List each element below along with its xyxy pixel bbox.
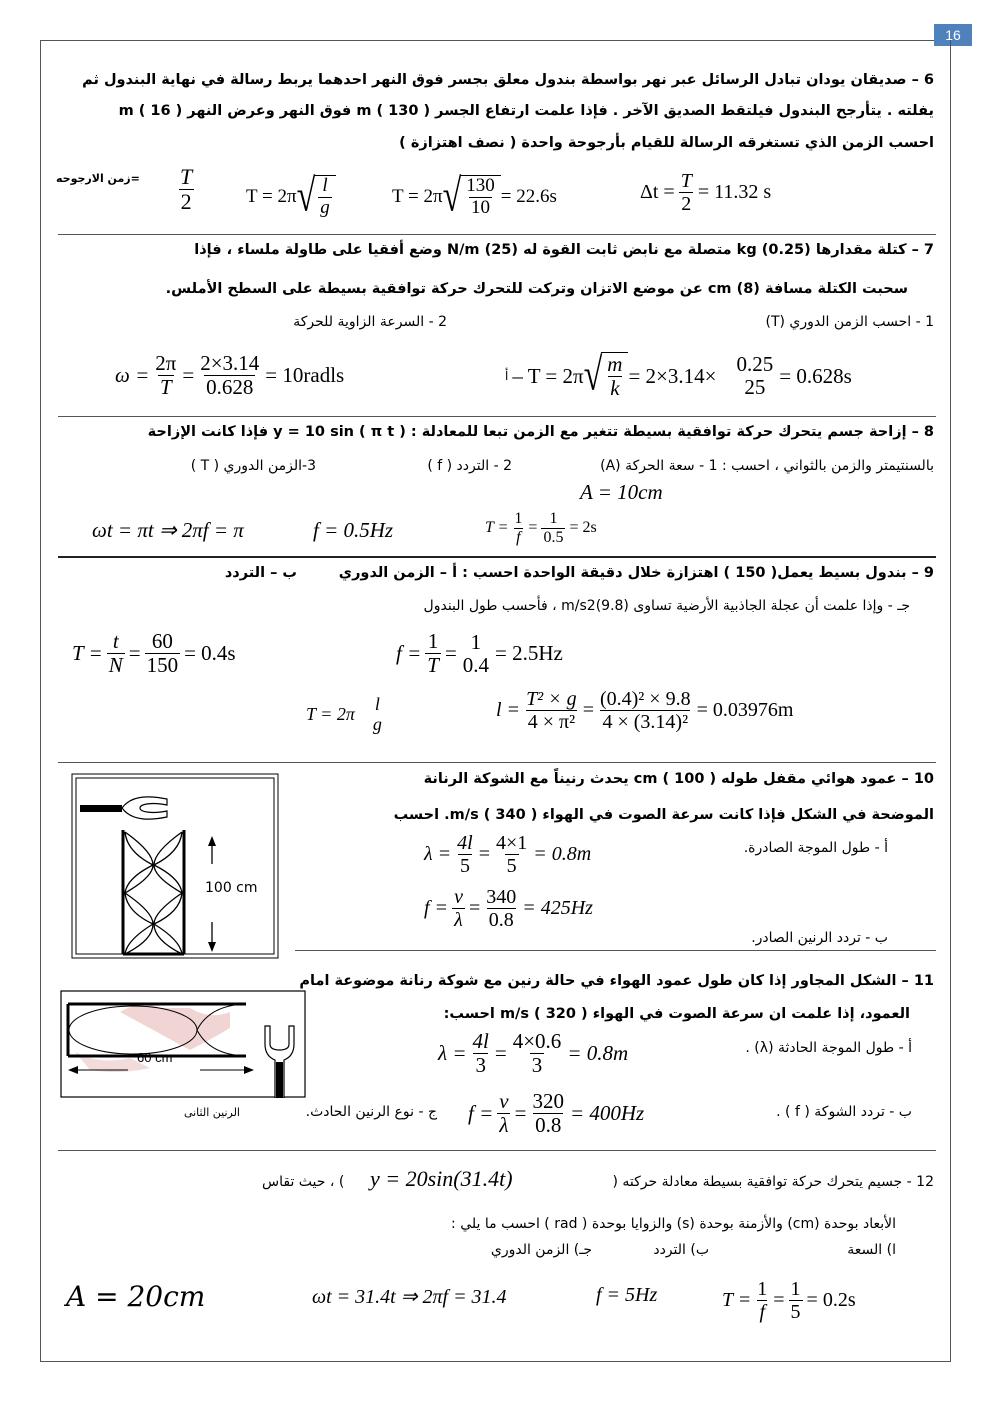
q10-text-line-2: الموضحة في الشكل فإذا كانت سرعة الصوت في الهواء m/s ( 340 ). احسب: [393, 807, 934, 823]
tuning-fork-icon: [80, 797, 167, 819]
q10-eq-wavelength: λ = $\frac{4l}{5}$ = $\frac{4\times 1}{5}$ = 0.8m: [424, 832, 592, 877]
q8-eq-omega: ωt = πt ⇒ 2πf = π: [92, 518, 244, 542]
q11-eq-wavelength: λ = $\frac{4l}{3}$ = $\frac{4\times 0.6}{3}$ = 0.8m: [438, 1029, 629, 1078]
separator: [295, 950, 936, 951]
q9-eq-period-formula: T = 2π l g: [306, 694, 382, 734]
separator: [58, 762, 936, 763]
q9-sub-b: ب – التردد: [224, 565, 297, 581]
q6-eq-half-period: $\frac{T}{2}$: [180, 164, 193, 215]
q9-eq-frequency: f = $\frac{1}{T}$ = 1 0.4 = 2.5Hz: [396, 629, 563, 678]
q11-sub-c: ج - نوع الرنين الحادث.: [305, 1104, 437, 1120]
q12-sub-a: ا) السعة: [847, 1242, 896, 1258]
q6-text-line-1: 6 – صديقان يودان تبادل الرسائل عبر نهر بواسطة بندول معلق بجسر فوق النهر احدهما يربط رسالة في نهاية البندول ثم: [82, 72, 934, 88]
q8-text-line-1: 8 – إزاحة جسم يتحرك حركة توافقية بسيطة تتغير مع الزمن تبعا للمعادلة : ( y = 10 sin ( π t فإذا كانت الإزاحة: [147, 424, 934, 440]
q12-sub-c: جـ) الزمن الدوري: [490, 1242, 592, 1258]
q11-eq-frequency: f = $\frac{v}{\lambda}$ = $\frac{320}{0.8}$ = 400Hz: [468, 1089, 645, 1138]
q11-figure-label: 60 cm: [137, 1050, 173, 1065]
q10-text-line-1: 10 – عمود هوائي مقفل طوله cm ( 100 ) يحدث رنيناً مع الشوكة الرنانة: [423, 771, 934, 787]
q9-text-line-1: 9 – بندول بسيط يعمل( 150 ) اهتزازة خلال دقيقة الواحدة احسب : أ – الزمن الدوري: [338, 565, 934, 581]
closed-air-column-figure: [70, 772, 280, 960]
q11-sub-a: أ - طول الموجة الحادثة (λ) .: [745, 1040, 912, 1056]
q11-text-line-2: العمود، إذا علمت ان سرعة الصوت في الهواء m/s ( 320 ) احسب:: [443, 1006, 910, 1022]
q10-eq-frequency: f = $\frac{v}{\lambda}$ = $\frac{340}{0.8}$ = 425Hz: [424, 886, 593, 931]
q7-text-line-2: سحبت الكتلة مسافة cm (8) عن موضع الاتزان وتركت للتحرك حركة توافقية بسيطة على السطح الأملس.: [165, 281, 908, 297]
q10-sub-a: أ - طول الموجة الصادرة.: [743, 840, 888, 856]
q10-figure-label: 100 cm: [205, 880, 258, 896]
q8-eq-period: T = $\frac{1}{f}$ = $\frac{1}{0.5}$ = 2s: [485, 510, 597, 546]
q8-sub-1: بالسنتيمتر والزمن بالثواني ، احسب : 1 - سعة الحركة (A): [600, 458, 934, 474]
q11-answer-c: الرنين الثانى: [183, 1106, 240, 1119]
q6-eq-period-formula: T = 2π √ $\frac{l}{g}$: [246, 175, 336, 219]
q7-eq-omega: ω = $\frac{2\pi}{T}$ = $\frac{2\times 3.14}{0.628}$ = 10radls: [115, 351, 345, 400]
q7-sub-2: 2 - السرعة الزاوية للحركة: [293, 314, 447, 330]
q7-eq-period: أ – T = 2π √ $\frac{m}{k}$ = 2×3.14× 0.25 25 = 0.628s: [505, 350, 852, 401]
q6-eq-delta-t: Δt = $\frac{T}{2}$ = 11.32 s: [640, 170, 772, 215]
separator: [58, 556, 936, 558]
q12-eq-frequency: f = 5Hz: [596, 1284, 658, 1306]
q6-note-label: =زمن الارجوحه: [56, 172, 140, 185]
q9-text-line-2: جـ - وإذا علمت أن عجلة الجاذبية الأرضية تساوى m/s2(9.8) ، فأحسب طول البندول: [423, 598, 910, 614]
q6-eq-period-value: T = 2π √ $\frac{130}{10}$ = 22.6s: [392, 171, 557, 222]
open-air-column-figure: [60, 990, 306, 1098]
q12-eq-omega: ωt = 31.4t ⇒ 2πf = 31.4: [312, 1286, 507, 1308]
q8-eq-amplitude: A = 10cm: [580, 480, 663, 504]
q12-text-line-1-end: ) ، حيث تقاس: [262, 1174, 345, 1190]
air-column-icon: [123, 830, 184, 954]
q6-text-line-3: احسب الزمن الذي تستغرقه الرسالة للقيام بأرجوحة واحدة ( نصف اهتزازة ): [399, 135, 934, 151]
q10-sub-b: ب - تردد الرنين الصادر.: [751, 930, 888, 946]
separator: [58, 1150, 936, 1151]
page-number-badge: 16: [934, 24, 972, 46]
q12-eq-amplitude: A = 20cm: [66, 1280, 206, 1313]
q11-sub-b: ب - تردد الشوكة ( f ) .: [776, 1104, 912, 1120]
q6-text-line-2: يفلته . يتأرجح البندول فيلتقط الصديق الآخر . فإذا علمت ارتفاع الجسر m ( 130 ) فوق النهر وعرض النهر m ( 16 ): [118, 103, 934, 119]
q12-text-line-2: الأبعاد بوحدة (cm) والأزمنة بوحدة (s) والزوايا بوحدة ( rad ) احسب ما يلي :: [451, 1216, 896, 1232]
q12-equation: y = 20sin(31.4t): [370, 1166, 513, 1191]
separator: [58, 234, 936, 235]
q8-eq-frequency: f = 0.5Hz: [313, 518, 394, 542]
q9-eq-length: l = $\frac{\text{T² × g}}{\text{4 × π²}}$ = $\frac{\text{(0.4)² × 9.8}}{\text{4 × (3.14)²}}$ = 0.03976m: [496, 688, 794, 733]
separator: [58, 416, 936, 417]
q12-eq-period: T = $\frac{1}{f}$ = $\frac{1}{5}$ = 0.2s: [722, 1278, 856, 1323]
q8-sub-2: 2 - التردد ( f ): [427, 458, 512, 474]
q7-sub-1: 1 - احسب الزمن الدوري (T): [765, 314, 934, 330]
q12-sub-b: ب) التردد: [653, 1242, 709, 1258]
q7-text-line-1: 7 – كتلة مقدارها kg (0.25) متصلة مع نابض ثابت القوة له N/m (25) وضع أفقيا على طاولة ملساء ، فإذا: [194, 242, 934, 258]
q11-text-line-1: 11 – الشكل المجاور إذا كان طول عمود الهواء في حالة رنين مع شوكة رنانة موضوعة امام: [299, 973, 934, 989]
q12-text-line-1: 12 - جسيم يتحرك حركة توافقية بسيطة معادلة حركته (: [612, 1174, 934, 1190]
q8-sub-3: 3-الزمن الدوري ( T ): [190, 458, 316, 474]
q9-eq-period: T = $\frac{t}{N}$ = $\frac{60}{150}$ = 0.4s: [72, 629, 236, 678]
